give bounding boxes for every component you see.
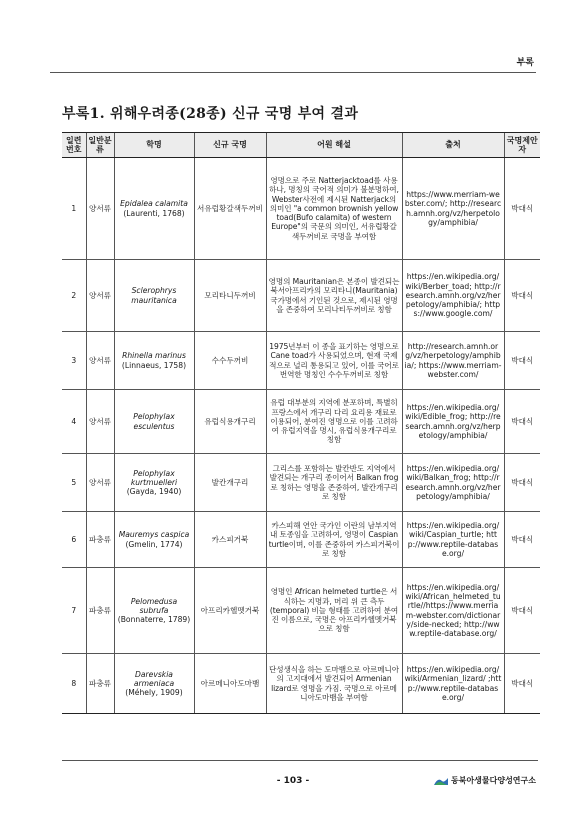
- table-row: [62, 390, 540, 454]
- table-header-row: [62, 133, 540, 158]
- header-proposer: 국명제안자: [504, 133, 540, 158]
- table-row: [62, 568, 540, 654]
- section-label: 부록: [516, 58, 534, 68]
- row-source: https://en.wikipedia.org/wiki/Berber_toad; http://research.amnh.org/vz/herpetology/amphibia/; https://www.google.com/: [402, 260, 504, 332]
- species-table: [62, 132, 540, 714]
- row-category: 양서류: [86, 158, 114, 260]
- row-category: 양서류: [86, 454, 114, 512]
- row-new-name: 수수두꺼비: [194, 332, 266, 390]
- table-row: [62, 454, 540, 512]
- latin-name: Pelophylax kurtmuelleri: [130, 468, 178, 487]
- row-new-name: 아프리카헬멧거북: [194, 568, 266, 654]
- row-number: 8: [62, 654, 86, 714]
- header-explanation: 어원 해설: [266, 133, 402, 158]
- row-source: http://research.amnh.org/vz/herpetology/amphibia/; https://www.merriam-webster.com/: [402, 332, 504, 390]
- authority: (Gayda, 1940): [126, 487, 182, 497]
- row-explanation: 영명인 African helmeted turtle은 서식하는 지명과, 머리 위 큰 측두(temporal) 비늘 형태를 고려하여 분여진 이름으로, 국명은 아프리카헬멧거북으로 칭함: [266, 568, 402, 654]
- row-category: 파충류: [86, 512, 114, 568]
- latin-name: Sclerophrys mauritanica: [131, 286, 177, 305]
- table-row: [62, 158, 540, 260]
- latin-name: Pelophylax esculentus: [133, 412, 175, 431]
- row-scientific-name: [114, 568, 194, 654]
- page-number: - 103 -: [276, 776, 310, 786]
- latin-name: Epidalea calamita: [120, 199, 188, 209]
- row-proposer: 박대식: [504, 512, 540, 568]
- row-new-name: 서유럽황갈색두꺼비: [194, 158, 266, 260]
- row-category: 파충류: [86, 568, 114, 654]
- row-new-name: 아르메니아도마뱀: [194, 654, 266, 714]
- row-scientific-name: [114, 390, 194, 454]
- row-number: 7: [62, 568, 86, 654]
- row-new-name: 카스피거북: [194, 512, 266, 568]
- organization-name: 동북아생물다양성연구소: [450, 776, 536, 785]
- row-number: 3: [62, 332, 86, 390]
- authority: (Bonnaterre, 1789): [117, 615, 191, 625]
- footer-divider: [62, 760, 538, 761]
- header-new-name: 신규 국명: [194, 133, 266, 158]
- institute-logo-icon: [434, 776, 448, 786]
- row-source: https://en.wikipedia.org/wiki/African_helmeted_turtle//https://www.merriam-webster.com/dictionary/side-necked; http://www.reptile-database.org/: [402, 568, 504, 654]
- row-number: 2: [62, 260, 86, 332]
- row-new-name: 모리타니두꺼비: [194, 260, 266, 332]
- row-explanation: 단성생식을 하는 도마뱀으로 아르메니아의 고지대에서 발견되어 Armenian lizard로 영명을 가짐. 국명으로 아르메니아도마뱀을 부여함: [266, 654, 402, 714]
- authority: (Méhely, 1909): [125, 688, 183, 698]
- row-scientific-name: [114, 512, 194, 568]
- row-number: 4: [62, 390, 86, 454]
- row-proposer: 박대식: [504, 260, 540, 332]
- row-proposer: 박대식: [504, 454, 540, 512]
- latin-name: Mauremys caspica: [118, 530, 190, 540]
- row-proposer: 박대식: [504, 390, 540, 454]
- header-number: 일련번호: [62, 133, 86, 158]
- row-explanation: 유럽 대부분의 지역에 분포하며, 특별히 프랑스에서 개구리 다리 요리용 재료로 이용되어, 분여진 영명으로 이를 고려하여 유럽지역을 명시, 유럽식용개구리로 칭함: [266, 390, 402, 454]
- table-row: [62, 332, 540, 390]
- table-row: [62, 654, 540, 714]
- row-explanation: 카스피해 연안 국가인 이란의 남부지역 내 토종임을 고려하여, 영명이 Caspian turtle이며, 이를 존중하여 카스피거북이로 칭함: [266, 512, 402, 568]
- header-divider: [50, 72, 536, 73]
- row-scientific-name: [114, 260, 194, 332]
- row-source: https://en.wikipedia.org/wiki/Edible_frog; http://research.amnh.org/vz/herpetology/amphibia/: [402, 390, 504, 454]
- latin-name: Pelomedusa subrufa: [130, 596, 178, 615]
- row-proposer: 박대식: [504, 568, 540, 654]
- table-row: [62, 512, 540, 568]
- header-scientific-name: 학명: [114, 133, 194, 158]
- row-scientific-name: [114, 654, 194, 714]
- row-explanation: 그리스를 포함하는 발칸반도 지역에서 발견되는 개구리 종이어서 Balkan frog로 칭하는 영명을 존중하여, 발칸개구리로 칭함: [266, 454, 402, 512]
- row-category: 양서류: [86, 332, 114, 390]
- authority: (Gmelin, 1774): [125, 539, 183, 549]
- authority: (Laurenti, 1768): [123, 208, 185, 218]
- row-number: 6: [62, 512, 86, 568]
- row-category: 양서류: [86, 260, 114, 332]
- header-category: 일반분류: [86, 133, 114, 158]
- row-explanation: 1975년부터 이 종을 표기하는 영명으로 Cane toad가 사용되었으며, 현재 국제적으로 널리 통용되고 있어, 이를 국어로 번역한 명칭인 수수두꺼비로 칭함: [266, 332, 402, 390]
- row-source: https://www.merriam-webster.com/; http://research.amnh.org/vz/herpetology/amphibia/: [402, 158, 504, 260]
- row-new-name: 유럽식용개구리: [194, 390, 266, 454]
- row-source: https://en.wikipedia.org/wiki/Balkan_frog; http://research.amnh.org/vz/herpetology/amphibia/: [402, 454, 504, 512]
- row-new-name: 발칸개구리: [194, 454, 266, 512]
- row-source: https://en.wikipedia.org/wiki/Armenian_lizard/ ;http://www.reptile-database.org/: [402, 654, 504, 714]
- row-proposer: 박대식: [504, 332, 540, 390]
- row-explanation: 영명으로 주로 Natterjacktoad를 사용하나, 명칭의 국어적 의미가 불분명하여, Webster사전에 제시된 Natterjack의 의미인 "a common brownish yellow toad(Bufo calamita) of western Europe"의 국문의 의미인, 서유럽황갈색두꺼비로 국명을 부여함: [266, 158, 402, 260]
- row-number: 5: [62, 454, 86, 512]
- row-explanation: 영명의 Mauritanian은 본종이 발견되는 북서아프리카의 모리타니(Mauritania)국가명에서 기인된 것으로, 제시된 영명을 존중하여 모리나티두꺼비로 칭함: [266, 260, 402, 332]
- row-category: 양서류: [86, 390, 114, 454]
- table-row: [62, 260, 540, 332]
- row-proposer: 박대식: [504, 158, 540, 260]
- row-category: 파충류: [86, 654, 114, 714]
- page-title: 부록1. 위해우려종(28종) 신규 국명 부여 결과: [62, 106, 359, 122]
- authority: (Linnaeus, 1758): [121, 360, 187, 370]
- organization: [434, 775, 536, 786]
- row-scientific-name: [114, 332, 194, 390]
- row-proposer: 박대식: [504, 654, 540, 714]
- latin-name: Darevskia armeniaca: [133, 669, 175, 688]
- row-scientific-name: [114, 454, 194, 512]
- row-number: 1: [62, 158, 86, 260]
- header-source: 출처: [402, 133, 504, 158]
- row-source: https://en.wikipedia.org/wiki/Caspian_turtle; http://www.reptile-database.org/: [402, 512, 504, 568]
- latin-name: Rhinella marinus: [122, 351, 186, 361]
- row-scientific-name: [114, 158, 194, 260]
